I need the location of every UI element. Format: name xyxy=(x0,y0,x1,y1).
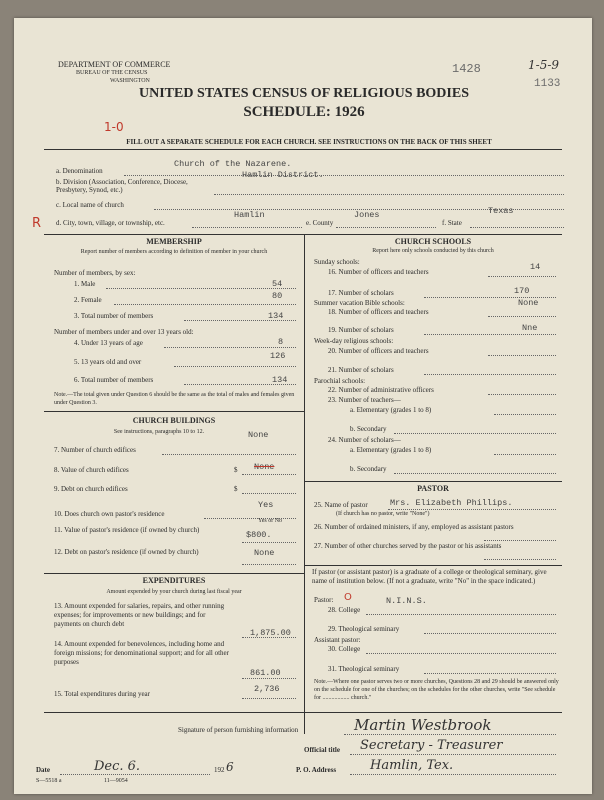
q25-note: (If church has no pastor, write "None") xyxy=(336,511,430,517)
red-r-mark: R xyxy=(32,216,42,231)
q5-value: 126 xyxy=(270,351,286,361)
q28-value: N.I.N.S. xyxy=(386,596,427,606)
signature-label: Signature of person furnishing information xyxy=(178,726,299,734)
q19-value: Nne xyxy=(522,323,538,333)
age-label: Number of members under and over 13 years old: xyxy=(54,328,194,336)
q4-label: 4. Under 13 years of age xyxy=(74,339,143,347)
q7-value: None xyxy=(248,430,269,440)
q3-label: 3. Total number of members xyxy=(74,312,154,320)
q19-label: 19. Number of scholars xyxy=(328,326,394,334)
division-label: b. Division (Association, Conference, Diocese, Presbytery, Synod, etc.) xyxy=(56,178,188,194)
date-label: Date xyxy=(36,766,50,774)
q11-value: $800. xyxy=(246,530,272,540)
q31-label: 31. Theological seminary xyxy=(328,665,400,673)
q2-value: 80 xyxy=(272,291,283,301)
city-town-label: d. City, town, village, or township, etc. xyxy=(56,219,165,227)
q1-value: 54 xyxy=(272,279,283,289)
q27-label: 27. Number of other churches served by the pastor or his assistants xyxy=(314,542,502,550)
bureau-label: BUREAU OF THE CENSUS xyxy=(76,70,148,76)
city-town-value: Hamlin xyxy=(234,210,265,220)
q15-label: 15. Total expenditures during year xyxy=(54,690,150,698)
instruction-line: FILL OUT A SEPARATE SCHEDULE FOR EACH CHURCH. SEE INSTRUCTIONS ON THE BACK OF THIS SHEET xyxy=(126,138,492,146)
q30-label: 30. College xyxy=(328,645,361,653)
buildings-heading: CHURCH BUILDINGS xyxy=(132,416,216,425)
q17-label: 17. Number of scholars xyxy=(328,289,394,297)
q21-label: 21. Number of scholars xyxy=(328,366,394,374)
weekday-label: Week-day religious schools: xyxy=(314,337,394,345)
q29-label: 29. Theological seminary xyxy=(328,625,400,633)
q1-label: 1. Male xyxy=(74,280,96,288)
city-label: WASHINGTON xyxy=(110,78,150,84)
yes-no-hint: Yes or No xyxy=(258,518,283,524)
form-title: UNITED STATES CENSUS OF RELIGIOUS BODIES xyxy=(138,86,469,101)
buildings-see: See instructions, paragraphs 10 to 12. xyxy=(113,429,205,435)
q6-label: 6. Total number of members xyxy=(74,376,154,384)
address-label: P. O. Address xyxy=(296,766,337,774)
q22-label: 22. Number of administrative officers xyxy=(328,386,434,394)
q11-label: 11. Value of pastor's residence (if owned by church) xyxy=(54,526,200,534)
stamp-number-2: 1133 xyxy=(534,78,561,90)
q16-label: 16. Number of officers and teachers xyxy=(328,268,429,276)
q28-label: 28. College xyxy=(328,606,361,614)
q24a-label: a. Elementary (grades 1 to 8) xyxy=(350,446,432,454)
graduate-instruction: If pastor (or assistant pastor) is a graduate of a college or theological seminary, give name of institution below. (If not a graduate, write "No" in the space indicated.) xyxy=(312,568,547,585)
print-number: 11—9054 xyxy=(104,778,128,784)
schools-heading: CHURCH SCHOOLS xyxy=(394,237,472,246)
sunday-label: Sunday schools: xyxy=(314,258,360,266)
membership-heading: MEMBERSHIP xyxy=(146,237,202,246)
q12-value: None xyxy=(254,548,275,558)
q9-label: 9. Debt on church edifices xyxy=(54,485,128,493)
q10-value: Yes xyxy=(258,500,274,510)
local-name-label: c. Local name of church xyxy=(56,201,124,209)
year-prefix: 192 xyxy=(214,766,225,774)
q13-value: 1,875.00 xyxy=(250,628,291,638)
q2-label: 2. Female xyxy=(74,296,102,304)
division-value: Hamlin District. xyxy=(242,170,324,180)
denomination-label: a. Denomination xyxy=(56,167,103,175)
q17-value: 170 xyxy=(514,286,530,296)
q14-value: 861.00 xyxy=(250,668,281,678)
form-number: S—5518 a xyxy=(36,778,62,784)
by-sex-label: Number of members, by sex: xyxy=(54,269,136,277)
county-value: Jones xyxy=(354,210,380,220)
q23-label: 23. Number of teachers— xyxy=(328,396,401,404)
schools-note: Report here only schools conducted by this church xyxy=(372,248,494,254)
expenditures-sub: Amount expended by your church during last fiscal year xyxy=(106,589,242,595)
q8-label: 8. Value of church edifices xyxy=(54,466,129,474)
signature-value: Martin Westbrook xyxy=(354,716,492,734)
pastor-footnote: Note.—Where one pastor serves two or more churches, Questions 28 and 29 should be answered only on the schedule for one of the churches; on the schedules for the other churches, write "See schedule for .................. church." xyxy=(314,679,559,701)
q12-label: 12. Debt on pastor's residence (if owned by church) xyxy=(54,548,199,556)
red-o-mark: O xyxy=(344,592,352,603)
denomination-value: Church of the Nazarene. xyxy=(174,159,292,169)
official-title-label: Official title xyxy=(304,746,340,754)
q3-value: 134 xyxy=(268,311,284,321)
q7-label: 7. Number of church edifices xyxy=(54,446,136,454)
dept-label: DEPARTMENT OF COMMERCE xyxy=(58,60,171,69)
address-value: Hamlin, Tex. xyxy=(370,758,454,773)
pastor-sub-label: Pastor: xyxy=(314,596,334,604)
membership-note: Report number of members according to definition of member in your church xyxy=(80,249,268,255)
schedule-title: SCHEDULE: 1926 xyxy=(243,104,365,120)
summer-label: Summer vacation Bible schools: xyxy=(314,299,405,307)
date-value: Dec. 6. xyxy=(94,759,141,774)
membership-footnote: Note.—The total given under Question 6 should be the same as the total of males and females given under Question 3. xyxy=(54,392,295,406)
red-hand-mark: 1-0 xyxy=(104,120,124,134)
q23b-label: b. Secondary xyxy=(350,425,387,433)
q25-label: 25. Name of pastor xyxy=(314,501,368,509)
q4-value: 8 xyxy=(278,337,284,347)
state-value: Texas xyxy=(488,206,514,216)
q23a-label: a. Elementary (grades 1 to 8) xyxy=(350,406,432,414)
q26-label: 26. Number of ordained ministers, if any, employed as assistant pastors xyxy=(314,523,514,531)
handwritten-date-mark: 1-5-9 xyxy=(528,58,560,72)
pastor-heading: PASTOR xyxy=(417,484,449,493)
q8-value: None xyxy=(254,462,275,472)
q14-label: 14. Amount expended for benevolences, including home and foreign missions; for denominational support; and for all other purposes xyxy=(54,640,229,666)
q24b-label: b. Secondary xyxy=(350,465,387,473)
q20-label: 20. Number of officers and teachers xyxy=(328,347,429,355)
census-schedule-page: DEPARTMENT OF COMMERCE BUREAU OF THE CENSUS WASHINGTON 1428 1133 1-5-9 UNITED STATES CENSUS OF RELIGIOUS BODIES SCHEDULE: 1926 1-0 FILL OUT A SEPARATE SCHEDULE FOR EACH CHURCH. SEE INSTRUCTIONS ON THE BACK OF THIS SHEET a. Denomination Church of the Nazarene. b. Division (Association, Conference, Diocese, Presbytery, Synod, etc.) Hamlin District. c. Local name of church R d. City, town, village, or township, etc. Hamlin e. County Jones f. State Texas MEMBERSHIP Report number of members according to definition of member in your church Number of members, by sex: 1. Male 54 2. Female 80 3. Total number of members 134 Number of members under and over 13 years old: 4. Under 13 years of age 8 5. 13 years old and over 126 6. Total number of members 134 Note.—The total given under Question 6 should be the same as the total of males and females given under Question 3. CHURCH BUILDINGS See instructions, paragraphs 10 to 12. None 7. Number of church edifices 8. Value of church edifices $ None 9. Debt on church edifices $ 10. Does church own pastor's residence Yes Yes or No 11. Value of pastor's residence (if owned by church) $800. 12. Debt on pastor's residence (if owned by church) None EXPENDITURES Amount expended by your church during last fiscal year 13. Amount expended for salaries, repairs, and other running expenses; for improvements or new buildings; and for payments on church debt 1,875.00 14. Amount expended for benevolences, including home and foreign missions; for denominational support; and for all other purposes 861.00 15. Total expenditures during year 2,736 CHURCH SCHOOLS Report here only schools conducted by this church Sunday schools: 16. Number of officers and teachers 14 17. Number of scholars 170 Summer vacation Bible schools: 18. Number of officers and teachers None 19. Number of scholars Nne Week-day religious schools: 20. Number of officers and teachers 21. Number of scholars Parochial schools: 22. Number of administrative officers 23. Number of teachers— a. Elementary (grades 1 to 8) b. Secondary 24. Number of scholars— a. Elementary (grades 1 to 8) b. Secondary PASTOR 25. Name of pastor Mrs. Elizabeth Phillips. (If church has no pastor, write "None") 26. Number of ordained ministers, if any, employed as assistant pastors 27. Number of other churches served by the pastor or his assistants If pastor (or assistant pastor) is a graduate of a college or theological seminary, give name of institution below. (If not a graduate, write "No" in the space indicated.) Pastor: O 28. College N.I.N.S. 29. Theological seminary Assistant pastor: 30. College 31. Theological seminary Note.—Where one pastor serves two or more churches, Questions 28 and 29 should be answered only on the schedule for one of the churches; on the schedules for the other churches, write "See schedule for .................. church." Signature of person furnishing information Martin Westbrook Official title Secretary - Treasurer Date Dec. 6. 192 6 P. O. Address Hamlin, Tex. S—5518 a 11—9054 xyxy=(14,18,592,794)
expenditures-heading: EXPENDITURES xyxy=(142,576,206,585)
year-value: 6 xyxy=(226,760,234,774)
q6-value: 134 xyxy=(272,375,288,385)
county-label: e. County xyxy=(306,219,334,227)
q13-label: 13. Amount expended for salaries, repairs, and other running expenses; for improvements or new buildings; and for payments on church debt xyxy=(54,602,225,628)
q18-value: None xyxy=(518,298,539,308)
official-title-value: Secretary - Treasurer xyxy=(360,738,503,753)
q16-value: 14 xyxy=(530,262,541,272)
parochial-label: Parochial schools: xyxy=(314,377,366,385)
q25-value: Mrs. Elizabeth Phillips. xyxy=(390,498,513,508)
q15-value: 2,736 xyxy=(254,684,280,694)
q10-label: 10. Does church own pastor's residence xyxy=(54,510,165,518)
q5-label: 5. 13 years old and over xyxy=(74,358,142,366)
assistant-label: Assistant pastor: xyxy=(314,636,361,644)
state-label: f. State xyxy=(442,219,462,227)
q24-label: 24. Number of scholars— xyxy=(328,436,401,444)
stamp-number-1: 1428 xyxy=(452,62,481,76)
q18-label: 18. Number of officers and teachers xyxy=(328,308,429,316)
